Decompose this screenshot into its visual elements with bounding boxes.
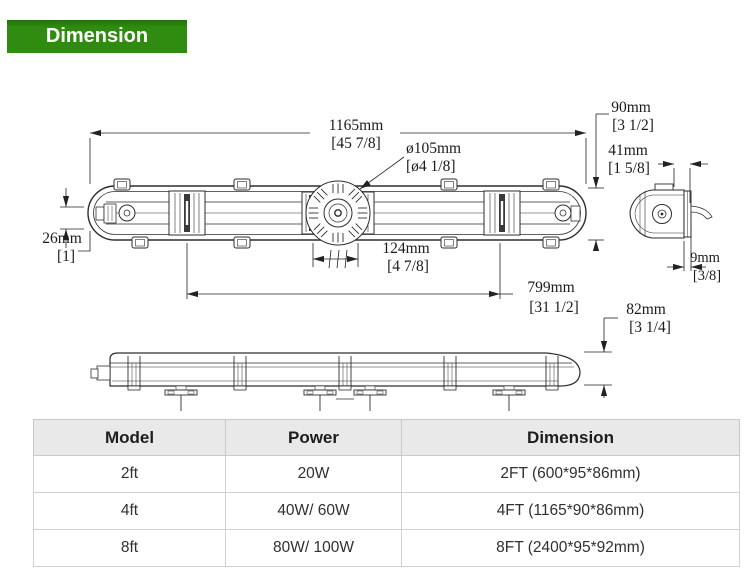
cell-power: 40W/ 60W [226, 493, 402, 530]
table-row [34, 530, 740, 567]
dim-flange-spacing-mm: 124mm [382, 240, 430, 257]
dim-clip-thickness-mm: 9mm [690, 250, 720, 266]
dim-bracket-spacing-mm: 799mm [527, 279, 575, 296]
dim-flange-diameter-mm: ø105mm [406, 140, 462, 157]
spec-table-header-row [34, 420, 740, 456]
dim-profile-height-in: [3 1/4] [629, 319, 671, 336]
dim-body-width-mm: 90mm [611, 99, 651, 116]
spec-table [33, 419, 740, 567]
right-endcap [555, 205, 580, 221]
table-row [34, 456, 740, 493]
cell-model: 2ft [34, 456, 226, 493]
cell-power: 20W [226, 456, 402, 493]
end-view [630, 184, 712, 238]
dim-overall-length-in: [45 7/8] [331, 135, 381, 152]
dim-gland-height-in: [1] [56, 248, 76, 265]
cell-model: 4ft [34, 493, 226, 530]
table-row [34, 493, 740, 530]
mounting-bracket-right [484, 191, 520, 235]
dim-bracket-spacing-in: [31 1/2] [529, 299, 579, 316]
cell-dimension: 2FT (600*95*86mm) [402, 456, 740, 493]
mounting-bracket-left [169, 191, 205, 235]
dim-body-width-in: [3 1/2] [612, 117, 654, 134]
front-view [88, 179, 586, 248]
side-view [91, 353, 580, 411]
column-header-model: Model [34, 420, 226, 456]
dim-clip-thickness-in: [3/8] [692, 268, 722, 284]
cell-dimension: 4FT (1165*90*86mm) [402, 493, 740, 530]
left-endcap [96, 204, 135, 223]
cell-dimension: 8FT (2400*95*92mm) [402, 530, 740, 567]
dim-overall-length-mm: 1165mm [328, 117, 384, 134]
dim-endcap-depth-in: [1 5/8] [608, 160, 650, 177]
dim-endcap-depth-mm: 41mm [608, 142, 648, 159]
dim-flange-diameter-in: [ø4 1/8] [406, 158, 456, 175]
center-flange [306, 181, 370, 245]
dim-flange-spacing-in: [4 7/8] [387, 258, 429, 275]
dim-profile-height-mm: 82mm [626, 301, 666, 318]
section-title: Dimension [45, 25, 149, 47]
column-header-power: Power [226, 420, 402, 456]
cell-power: 80W/ 100W [226, 530, 402, 567]
cell-model: 8ft [34, 530, 226, 567]
dim-gland-height-mm: 26mm [42, 230, 82, 247]
column-header-dimension: Dimension [402, 420, 740, 456]
